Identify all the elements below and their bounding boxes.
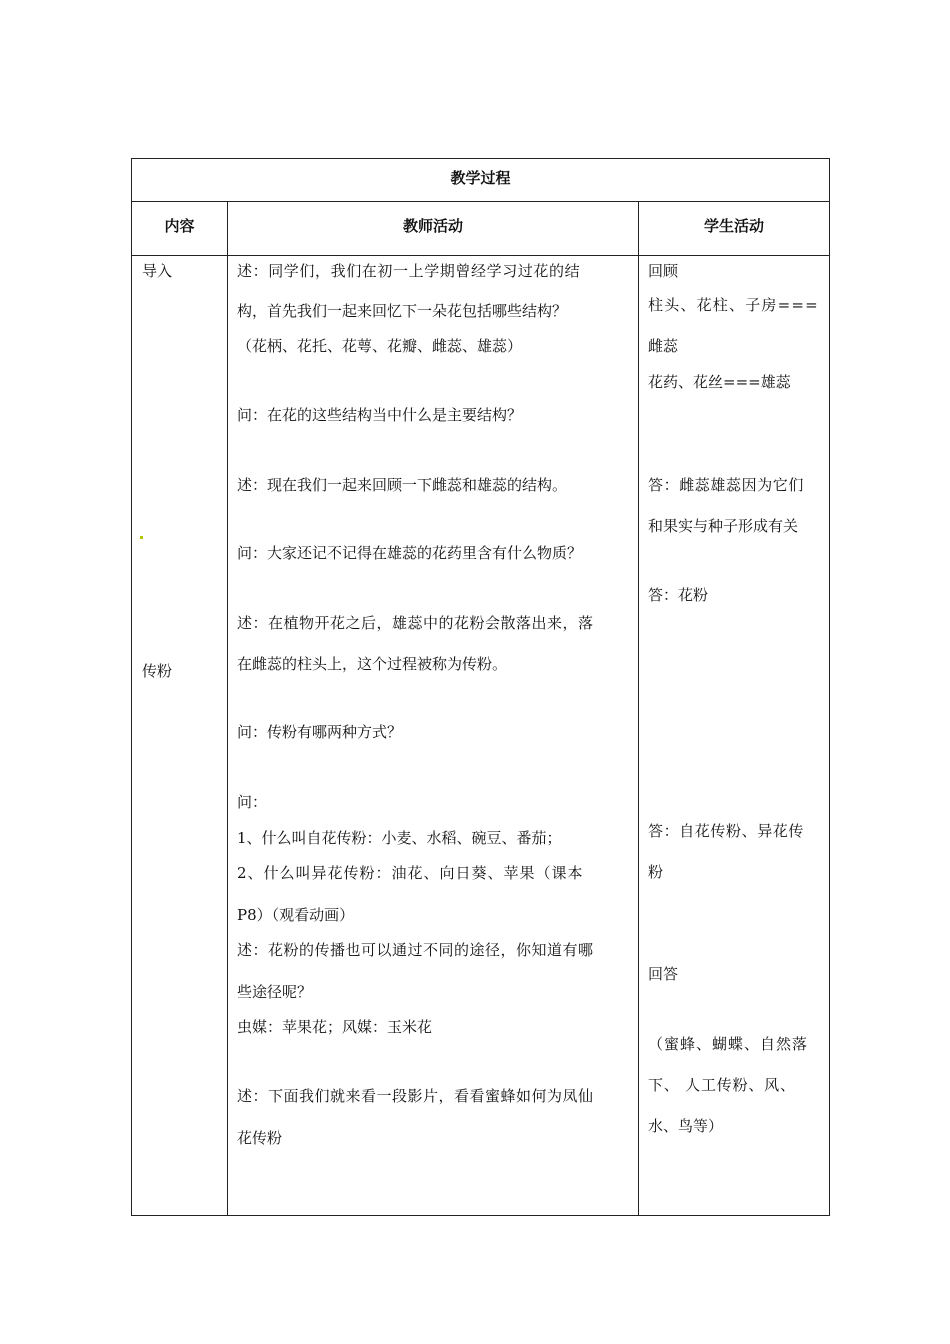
header-content: 内容 xyxy=(164,217,195,235)
student-line: 答：自花传粉、异花传 xyxy=(648,822,805,840)
student-line: 答：花粉 xyxy=(648,586,709,604)
teacher-line: 问： xyxy=(237,793,268,811)
teacher-line: 问：传粉有哪两种方式？ xyxy=(237,723,403,741)
student-line: 花药、花丝===雄蕊 xyxy=(648,373,791,391)
content-intro: 导入 xyxy=(142,262,173,280)
student-line: 回顾 xyxy=(648,262,679,280)
teacher-line: P8）（观看动画） xyxy=(237,906,355,924)
teacher-line: 述：同学们，我们在初一上学期曾经学习过花的结 xyxy=(237,262,581,280)
student-line: 雌蕊 xyxy=(648,337,679,355)
header-teacher-activity: 教师活动 xyxy=(402,217,463,235)
teacher-line: 述：在植物开花之后，雄蕊中的花粉会散落出来，落 xyxy=(237,614,594,632)
teacher-line: 虫媒：苹果花；风媒：玉米花 xyxy=(237,1018,433,1036)
student-line: 下、 人工传粉、风、 xyxy=(648,1076,796,1094)
student-line: 柱头、花柱、子房=== xyxy=(648,296,819,314)
student-line: 答：雌蕊雄蕊因为它们 xyxy=(648,476,805,494)
speck-mark xyxy=(140,536,143,539)
column-divider-2 xyxy=(638,202,639,1215)
teacher-line: 述：下面我们就来看一段影片，看看蜜蜂如何为凤仙 xyxy=(237,1087,594,1105)
header-divider xyxy=(132,255,829,256)
teacher-line: 花传粉 xyxy=(237,1129,283,1147)
column-divider-1 xyxy=(227,202,228,1215)
header-student-activity: 学生活动 xyxy=(703,217,764,235)
teacher-line: 1、什么叫自花传粉：小麦、水稻、碗豆、番茄； xyxy=(237,829,562,847)
teacher-line: 述：现在我们一起来回顾一下雌蕊和雄蕊的结构。 xyxy=(237,476,568,494)
student-line: 粉 xyxy=(648,863,664,881)
teacher-line: （花柄、花托、花萼、花瓣、雌蕊、雄蕊） xyxy=(237,337,523,355)
teacher-line: 在雌蕊的柱头上，这个过程被称为传粉。 xyxy=(237,655,508,673)
teacher-line: 构，首先我们一起来回忆下一朵花包括哪些结构？ xyxy=(237,302,568,320)
title-divider xyxy=(132,201,829,202)
teacher-line: 些途径呢？ xyxy=(237,983,313,1001)
table-title: 教学过程 xyxy=(450,169,511,187)
teacher-line: 问：大家还记不记得在雄蕊的花药里含有什么物质？ xyxy=(237,544,583,562)
student-line: 水、鸟等） xyxy=(648,1117,724,1135)
teacher-line: 问：在花的这些结构当中什么是主要结构？ xyxy=(237,406,523,424)
content-pollination: 传粉 xyxy=(142,662,173,680)
teacher-line: 述：花粉的传播也可以通过不同的途径，你知道有哪 xyxy=(237,941,594,959)
student-line: 回答 xyxy=(648,965,679,983)
teacher-line: 2、什么叫异花传粉：油花、向日葵、苹果（课本 xyxy=(237,864,584,882)
student-line: 和果实与种子形成有关 xyxy=(648,517,799,535)
student-line: （蜜蜂、蝴蝶、自然落 xyxy=(648,1035,809,1053)
